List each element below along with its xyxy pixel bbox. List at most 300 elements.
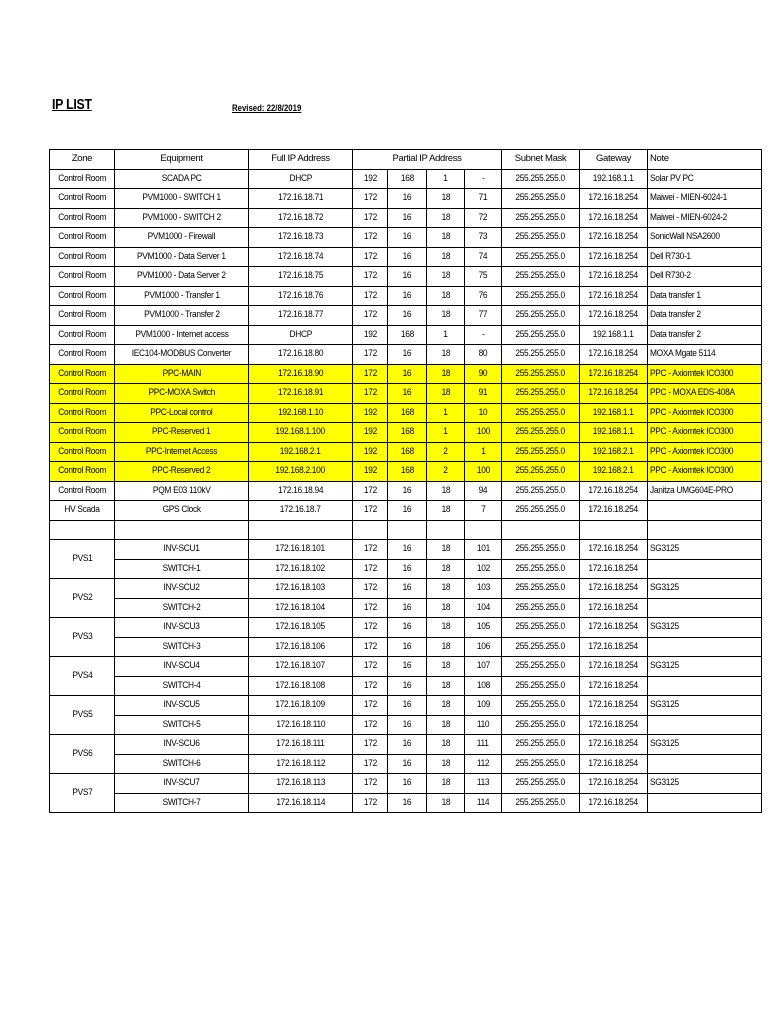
equipment-cell-text: PVM1000 - Data Server 2	[137, 270, 226, 282]
ip-list-table	[49, 149, 762, 813]
partial-ip-3-cell	[427, 189, 465, 209]
gateway-cell-text: 172.16.18.254	[588, 231, 639, 243]
full-ip-cell	[249, 208, 353, 228]
partial-ip-4-cell	[465, 306, 502, 326]
equipment-cell-text: SWITCH-4	[162, 679, 201, 691]
gateway-cell	[580, 657, 648, 677]
equipment-cell-text: SCADA PC	[161, 172, 202, 184]
note-cell	[648, 637, 762, 657]
note-cell	[648, 462, 762, 482]
subnet-mask-cell	[502, 364, 580, 384]
table-row	[50, 208, 762, 228]
subnet-mask-cell	[502, 442, 580, 462]
gateway-cell	[580, 403, 648, 423]
partial-ip-1-cell-text: 172	[363, 679, 377, 691]
zone-cell	[50, 540, 115, 579]
equipment-cell-text: SWITCH-5	[162, 718, 201, 730]
partial-ip-4-cell	[465, 793, 502, 813]
partial-ip-4-cell	[465, 325, 502, 345]
header-equipment: Equipment	[115, 150, 249, 170]
table-row	[50, 169, 762, 189]
equipment-cell-text: PPC-MAIN	[162, 367, 201, 379]
note-cell	[648, 267, 762, 287]
note-cell-text: Dell R730-2	[650, 270, 691, 282]
partial-ip-1-cell-text: 172	[363, 640, 377, 652]
equipment-cell	[115, 579, 249, 599]
gateway-cell-text: 192.168.1.1	[593, 328, 634, 340]
partial-ip-1-cell	[353, 598, 388, 618]
subnet-mask-cell-text: 255.255.255.0	[515, 192, 566, 204]
partial-ip-1-cell-text: 172	[363, 601, 377, 613]
gateway-cell-text: 172.16.18.254	[588, 211, 639, 223]
header-subnet: Subnet Mask	[502, 150, 580, 170]
note-cell	[648, 423, 762, 443]
note-cell	[648, 228, 762, 248]
subnet-mask-cell-text: 255.255.255.0	[515, 777, 566, 789]
partial-ip-3-cell	[427, 657, 465, 677]
full-ip-cell-text: DHCP	[289, 172, 312, 184]
partial-ip-3-cell-text: 18	[441, 367, 450, 379]
partial-ip-4-cell-text: 100	[476, 426, 490, 438]
subnet-mask-cell-text: 255.255.255.0	[515, 718, 566, 730]
zone-cell-text: Control Room	[58, 211, 106, 223]
partial-ip-1-cell-text: 172	[363, 250, 377, 262]
gateway-cell-text: 172.16.18.254	[588, 582, 639, 594]
gateway-cell	[580, 267, 648, 287]
partial-ip-1-cell	[353, 481, 388, 501]
blank-cell	[580, 520, 648, 540]
partial-ip-2-cell	[388, 754, 427, 774]
full-ip-cell-text: 192.168.2.100	[275, 465, 326, 477]
equipment-cell	[115, 442, 249, 462]
zone-cell-text: Control Room	[58, 172, 106, 184]
subnet-mask-cell-text: 255.255.255.0	[515, 601, 566, 613]
note-cell-text: SG3125	[650, 738, 679, 750]
partial-ip-2-cell	[388, 657, 427, 677]
note-cell-text: SG3125	[650, 660, 679, 672]
partial-ip-3-cell	[427, 208, 465, 228]
gateway-cell-text: 192.168.1.1	[593, 406, 634, 418]
partial-ip-3-cell	[427, 735, 465, 755]
full-ip-cell-text: 192.168.2.1	[280, 445, 321, 457]
note-cell	[648, 189, 762, 209]
note-cell-text: SG3125	[650, 621, 679, 633]
table-row	[50, 325, 762, 345]
blank-cell	[115, 520, 249, 540]
equipment-cell	[115, 618, 249, 638]
gateway-cell-text: 172.16.18.254	[588, 309, 639, 321]
zone-cell-text: PVS5	[71, 709, 93, 720]
partial-ip-2-cell	[388, 559, 427, 579]
note-cell	[648, 657, 762, 677]
partial-ip-1-cell	[353, 325, 388, 345]
partial-ip-4-cell-text: 100	[476, 465, 490, 477]
equipment-cell	[115, 598, 249, 618]
gateway-cell	[580, 423, 648, 443]
equipment-cell	[115, 384, 249, 404]
table-row	[50, 676, 762, 696]
subnet-mask-cell-text: 255.255.255.0	[515, 562, 566, 574]
partial-ip-3-cell	[427, 306, 465, 326]
full-ip-cell-text: 192.168.1.100	[275, 426, 326, 438]
subnet-mask-cell-text: 255.255.255.0	[515, 426, 566, 438]
partial-ip-3-cell	[427, 598, 465, 618]
partial-ip-2-cell-text: 16	[402, 504, 412, 516]
subnet-mask-cell	[502, 345, 580, 365]
subnet-mask-cell	[502, 481, 580, 501]
partial-ip-2-cell	[388, 793, 427, 813]
header-partial-ip: Partial IP Address	[353, 150, 502, 170]
subnet-mask-cell	[502, 793, 580, 813]
partial-ip-2-cell	[388, 715, 427, 735]
partial-ip-4-cell	[465, 345, 502, 365]
zone-cell-text: Control Room	[58, 367, 106, 379]
partial-ip-3-cell	[427, 325, 465, 345]
gateway-cell	[580, 208, 648, 228]
partial-ip-3-cell-text: 18	[441, 211, 450, 223]
subnet-mask-cell	[502, 267, 580, 287]
gateway-cell-text: 172.16.18.254	[588, 387, 639, 399]
equipment-cell-text: INV-SCU5	[163, 699, 200, 711]
zone-cell	[50, 228, 115, 248]
full-ip-cell	[249, 228, 353, 248]
full-ip-cell	[249, 559, 353, 579]
partial-ip-2-cell	[388, 637, 427, 657]
partial-ip-4-cell-text: 103	[476, 582, 490, 594]
partial-ip-3-cell-text: 18	[441, 270, 450, 282]
equipment-cell	[115, 774, 249, 794]
partial-ip-3-cell	[427, 345, 465, 365]
subnet-mask-cell	[502, 540, 580, 560]
zone-cell	[50, 384, 115, 404]
partial-ip-2-cell-text: 16	[402, 348, 412, 360]
equipment-cell-text: INV-SCU7	[163, 777, 200, 789]
equipment-cell	[115, 676, 249, 696]
equipment-cell	[115, 208, 249, 228]
full-ip-cell-text: 172.16.18.112	[276, 757, 325, 769]
equipment-cell	[115, 540, 249, 560]
table-row	[50, 189, 762, 209]
partial-ip-4-cell-text: 104	[476, 601, 490, 613]
note-cell	[648, 735, 762, 755]
equipment-cell	[115, 696, 249, 716]
partial-ip-2-cell-text: 16	[402, 640, 412, 652]
partial-ip-2-cell-text: 16	[402, 777, 412, 789]
equipment-cell	[115, 637, 249, 657]
subnet-mask-cell-text: 255.255.255.0	[515, 660, 566, 672]
zone-cell	[50, 403, 115, 423]
zone-cell-text: PVS1	[71, 553, 93, 564]
partial-ip-4-cell-text: 80	[478, 348, 488, 360]
partial-ip-4-cell	[465, 403, 502, 423]
full-ip-cell	[249, 676, 353, 696]
gateway-cell-text: 192.168.1.1	[593, 426, 634, 438]
full-ip-cell-text: 172.16.18.106	[275, 640, 326, 652]
partial-ip-4-cell-text: 77	[478, 309, 488, 321]
note-cell	[648, 481, 762, 501]
table-row	[50, 403, 762, 423]
partial-ip-3-cell-text: 18	[441, 484, 450, 496]
equipment-cell-text: INV-SCU3	[163, 621, 200, 633]
partial-ip-3-cell-text: 18	[441, 621, 450, 633]
partial-ip-4-cell	[465, 442, 502, 462]
table-row	[50, 637, 762, 657]
subnet-mask-cell	[502, 559, 580, 579]
partial-ip-1-cell	[353, 364, 388, 384]
partial-ip-4-cell	[465, 169, 502, 189]
note-cell	[648, 247, 762, 267]
partial-ip-4-cell-text: 75	[478, 270, 488, 282]
partial-ip-4-cell-text: 91	[478, 387, 488, 399]
partial-ip-4-cell-text: -	[481, 172, 485, 184]
partial-ip-4-cell-text: 111	[477, 738, 489, 750]
partial-ip-2-cell-text: 16	[402, 192, 412, 204]
subnet-mask-cell	[502, 579, 580, 599]
gateway-cell-text: 172.16.18.254	[588, 367, 639, 379]
page-title: IP LIST	[52, 96, 92, 113]
partial-ip-2-cell-text: 16	[402, 231, 412, 243]
partial-ip-2-cell	[388, 735, 427, 755]
gateway-cell-text: 172.16.18.254	[588, 504, 639, 516]
partial-ip-2-cell-text: 168	[400, 445, 414, 457]
subnet-mask-cell-text: 255.255.255.0	[515, 699, 566, 711]
subnet-mask-cell-text: 255.255.255.0	[515, 738, 566, 750]
full-ip-cell	[249, 462, 353, 482]
note-cell	[648, 540, 762, 560]
partial-ip-2-cell	[388, 442, 427, 462]
full-ip-cell-text: 172.16.18.109	[275, 699, 326, 711]
partial-ip-3-cell-text: 2	[443, 465, 448, 477]
equipment-cell-text: PVM1000 - SWITCH 1	[142, 192, 221, 204]
partial-ip-3-cell	[427, 715, 465, 735]
zone-cell	[50, 286, 115, 306]
partial-ip-4-cell	[465, 696, 502, 716]
subnet-mask-cell-text: 255.255.255.0	[515, 289, 566, 301]
full-ip-cell	[249, 793, 353, 813]
equipment-cell	[115, 247, 249, 267]
gateway-cell-text: 172.16.18.254	[588, 777, 639, 789]
partial-ip-1-cell	[353, 637, 388, 657]
partial-ip-1-cell-text: 172	[363, 660, 377, 672]
partial-ip-4-cell	[465, 247, 502, 267]
equipment-cell-text: GPS Clock	[162, 504, 201, 516]
partial-ip-2-cell	[388, 579, 427, 599]
full-ip-cell	[249, 657, 353, 677]
partial-ip-3-cell-text: 18	[441, 231, 450, 243]
zone-cell	[50, 423, 115, 443]
partial-ip-1-cell	[353, 169, 388, 189]
gateway-cell	[580, 228, 648, 248]
gateway-cell-text: 172.16.18.254	[588, 640, 639, 652]
partial-ip-4-cell	[465, 228, 502, 248]
gateway-cell	[580, 793, 648, 813]
subnet-mask-cell-text: 255.255.255.0	[515, 640, 566, 652]
zone-cell	[50, 618, 115, 657]
partial-ip-3-cell	[427, 793, 465, 813]
equipment-cell-text: INV-SCU4	[163, 660, 200, 672]
partial-ip-4-cell	[465, 364, 502, 384]
gateway-cell-text: 172.16.18.254	[588, 718, 639, 730]
gateway-cell-text: 172.16.18.254	[588, 738, 639, 750]
gateway-cell	[580, 774, 648, 794]
full-ip-cell-text: 172.16.18.105	[275, 621, 326, 633]
partial-ip-4-cell-text: 108	[476, 679, 490, 691]
zone-cell	[50, 735, 115, 774]
full-ip-cell	[249, 423, 353, 443]
equipment-cell	[115, 715, 249, 735]
partial-ip-1-cell	[353, 793, 388, 813]
note-cell	[648, 442, 762, 462]
full-ip-cell-text: 172.16.18.76	[277, 289, 324, 301]
partial-ip-3-cell-text: 1	[443, 406, 448, 418]
note-cell	[648, 501, 762, 521]
partial-ip-1-cell-text: 192	[363, 426, 377, 438]
subnet-mask-cell	[502, 618, 580, 638]
subnet-mask-cell	[502, 501, 580, 521]
partial-ip-2-cell	[388, 345, 427, 365]
partial-ip-4-cell-text: 71	[478, 192, 488, 204]
note-cell	[648, 715, 762, 735]
header-row	[50, 150, 762, 170]
equipment-cell-text: PVM1000 - Data Server 1	[137, 250, 226, 262]
partial-ip-2-cell-text: 16	[402, 211, 412, 223]
equipment-cell	[115, 267, 249, 287]
partial-ip-2-cell	[388, 501, 427, 521]
partial-ip-2-cell-text: 16	[402, 562, 412, 574]
table-row	[50, 462, 762, 482]
partial-ip-3-cell	[427, 754, 465, 774]
subnet-mask-cell-text: 255.255.255.0	[515, 504, 566, 516]
equipment-cell	[115, 228, 249, 248]
partial-ip-4-cell-text: 76	[478, 289, 488, 301]
header-note: Note	[648, 150, 762, 170]
partial-ip-1-cell	[353, 696, 388, 716]
blank-cell	[249, 520, 353, 540]
partial-ip-2-cell-text: 16	[402, 757, 412, 769]
partial-ip-1-cell-text: 172	[363, 289, 377, 301]
full-ip-cell	[249, 267, 353, 287]
equipment-cell-text: PVM1000 - Transfer 1	[143, 289, 220, 301]
blank-cell	[648, 520, 762, 540]
partial-ip-1-cell-text: 192	[363, 328, 377, 340]
partial-ip-1-cell	[353, 403, 388, 423]
full-ip-cell	[249, 774, 353, 794]
full-ip-cell-text: 172.16.18.71	[277, 192, 324, 204]
gateway-cell	[580, 715, 648, 735]
blank-cell	[465, 520, 502, 540]
subnet-mask-cell-text: 255.255.255.0	[515, 328, 566, 340]
partial-ip-4-cell	[465, 735, 502, 755]
zone-cell	[50, 189, 115, 209]
table-row	[50, 735, 762, 755]
gateway-cell-text: 192.168.1.1	[593, 172, 634, 184]
subnet-mask-cell-text: 255.255.255.0	[515, 231, 566, 243]
gateway-cell	[580, 598, 648, 618]
partial-ip-4-cell-text: 114	[476, 796, 490, 808]
header-full-ip: Full IP Address	[249, 150, 353, 170]
full-ip-cell-text: 172.16.18.108	[275, 679, 326, 691]
equipment-cell-text: PQM E03 110kV	[152, 484, 211, 496]
partial-ip-4-cell-text: 72	[478, 211, 488, 223]
full-ip-cell	[249, 754, 353, 774]
partial-ip-2-cell-text: 16	[402, 796, 412, 808]
full-ip-cell	[249, 579, 353, 599]
subnet-mask-cell	[502, 286, 580, 306]
subnet-mask-cell	[502, 403, 580, 423]
partial-ip-4-cell-text: 94	[478, 484, 488, 496]
subnet-mask-cell-text: 255.255.255.0	[515, 679, 566, 691]
note-cell	[648, 286, 762, 306]
equipment-cell-text: PPC-Internet Access	[145, 445, 218, 457]
partial-ip-2-cell-text: 16	[402, 718, 412, 730]
equipment-cell	[115, 423, 249, 443]
zone-cell-text: PVS2	[71, 592, 93, 603]
partial-ip-1-cell-text: 172	[363, 387, 377, 399]
full-ip-cell-text: 172.16.18.77	[277, 309, 324, 321]
partial-ip-2-cell	[388, 306, 427, 326]
subnet-mask-cell	[502, 462, 580, 482]
partial-ip-3-cell	[427, 540, 465, 560]
full-ip-cell-text: 172.16.18.73	[277, 231, 324, 243]
full-ip-cell	[249, 325, 353, 345]
zone-cell-text: Control Room	[58, 406, 106, 418]
partial-ip-3-cell-text: 18	[441, 250, 450, 262]
equipment-cell-text: INV-SCU6	[163, 738, 200, 750]
note-cell	[648, 208, 762, 228]
subnet-mask-cell-text: 255.255.255.0	[515, 309, 566, 321]
partial-ip-3-cell	[427, 169, 465, 189]
partial-ip-3-cell	[427, 696, 465, 716]
partial-ip-4-cell	[465, 559, 502, 579]
note-cell	[648, 559, 762, 579]
equipment-cell-text: PVM1000 - Firewall	[147, 231, 216, 243]
table-row	[50, 715, 762, 735]
full-ip-cell-text: 172.16.18.7	[280, 504, 321, 516]
partial-ip-2-cell-text: 16	[402, 621, 412, 633]
full-ip-cell	[249, 247, 353, 267]
partial-ip-1-cell	[353, 384, 388, 404]
partial-ip-1-cell	[353, 228, 388, 248]
partial-ip-2-cell	[388, 325, 427, 345]
partial-ip-4-cell	[465, 598, 502, 618]
partial-ip-2-cell	[388, 247, 427, 267]
partial-ip-3-cell-text: 18	[441, 699, 450, 711]
ip-list-body	[50, 150, 762, 813]
blank-cell	[50, 520, 115, 540]
partial-ip-3-cell-text: 18	[441, 309, 450, 321]
partial-ip-1-cell-text: 172	[363, 192, 377, 204]
partial-ip-4-cell-text: 102	[476, 562, 490, 574]
partial-ip-1-cell-text: 172	[363, 738, 377, 750]
partial-ip-1-cell	[353, 247, 388, 267]
note-cell-text: Dell R730-1	[650, 250, 691, 262]
partial-ip-2-cell	[388, 676, 427, 696]
zone-cell-text: Control Room	[58, 192, 106, 204]
partial-ip-1-cell	[353, 345, 388, 365]
gateway-cell	[580, 325, 648, 345]
note-cell-text: Data transfer 2	[650, 328, 701, 340]
full-ip-cell-text: 172.16.18.94	[277, 484, 324, 496]
gateway-cell-text: 172.16.18.254	[588, 348, 639, 360]
partial-ip-4-cell-text: 105	[476, 621, 490, 633]
equipment-cell-text: SWITCH-3	[162, 640, 201, 652]
partial-ip-4-cell-text: -	[481, 328, 485, 340]
partial-ip-2-cell	[388, 462, 427, 482]
partial-ip-4-cell	[465, 189, 502, 209]
partial-ip-4-cell	[465, 618, 502, 638]
partial-ip-4-cell-text: 74	[478, 250, 488, 262]
partial-ip-2-cell-text: 16	[402, 582, 412, 594]
